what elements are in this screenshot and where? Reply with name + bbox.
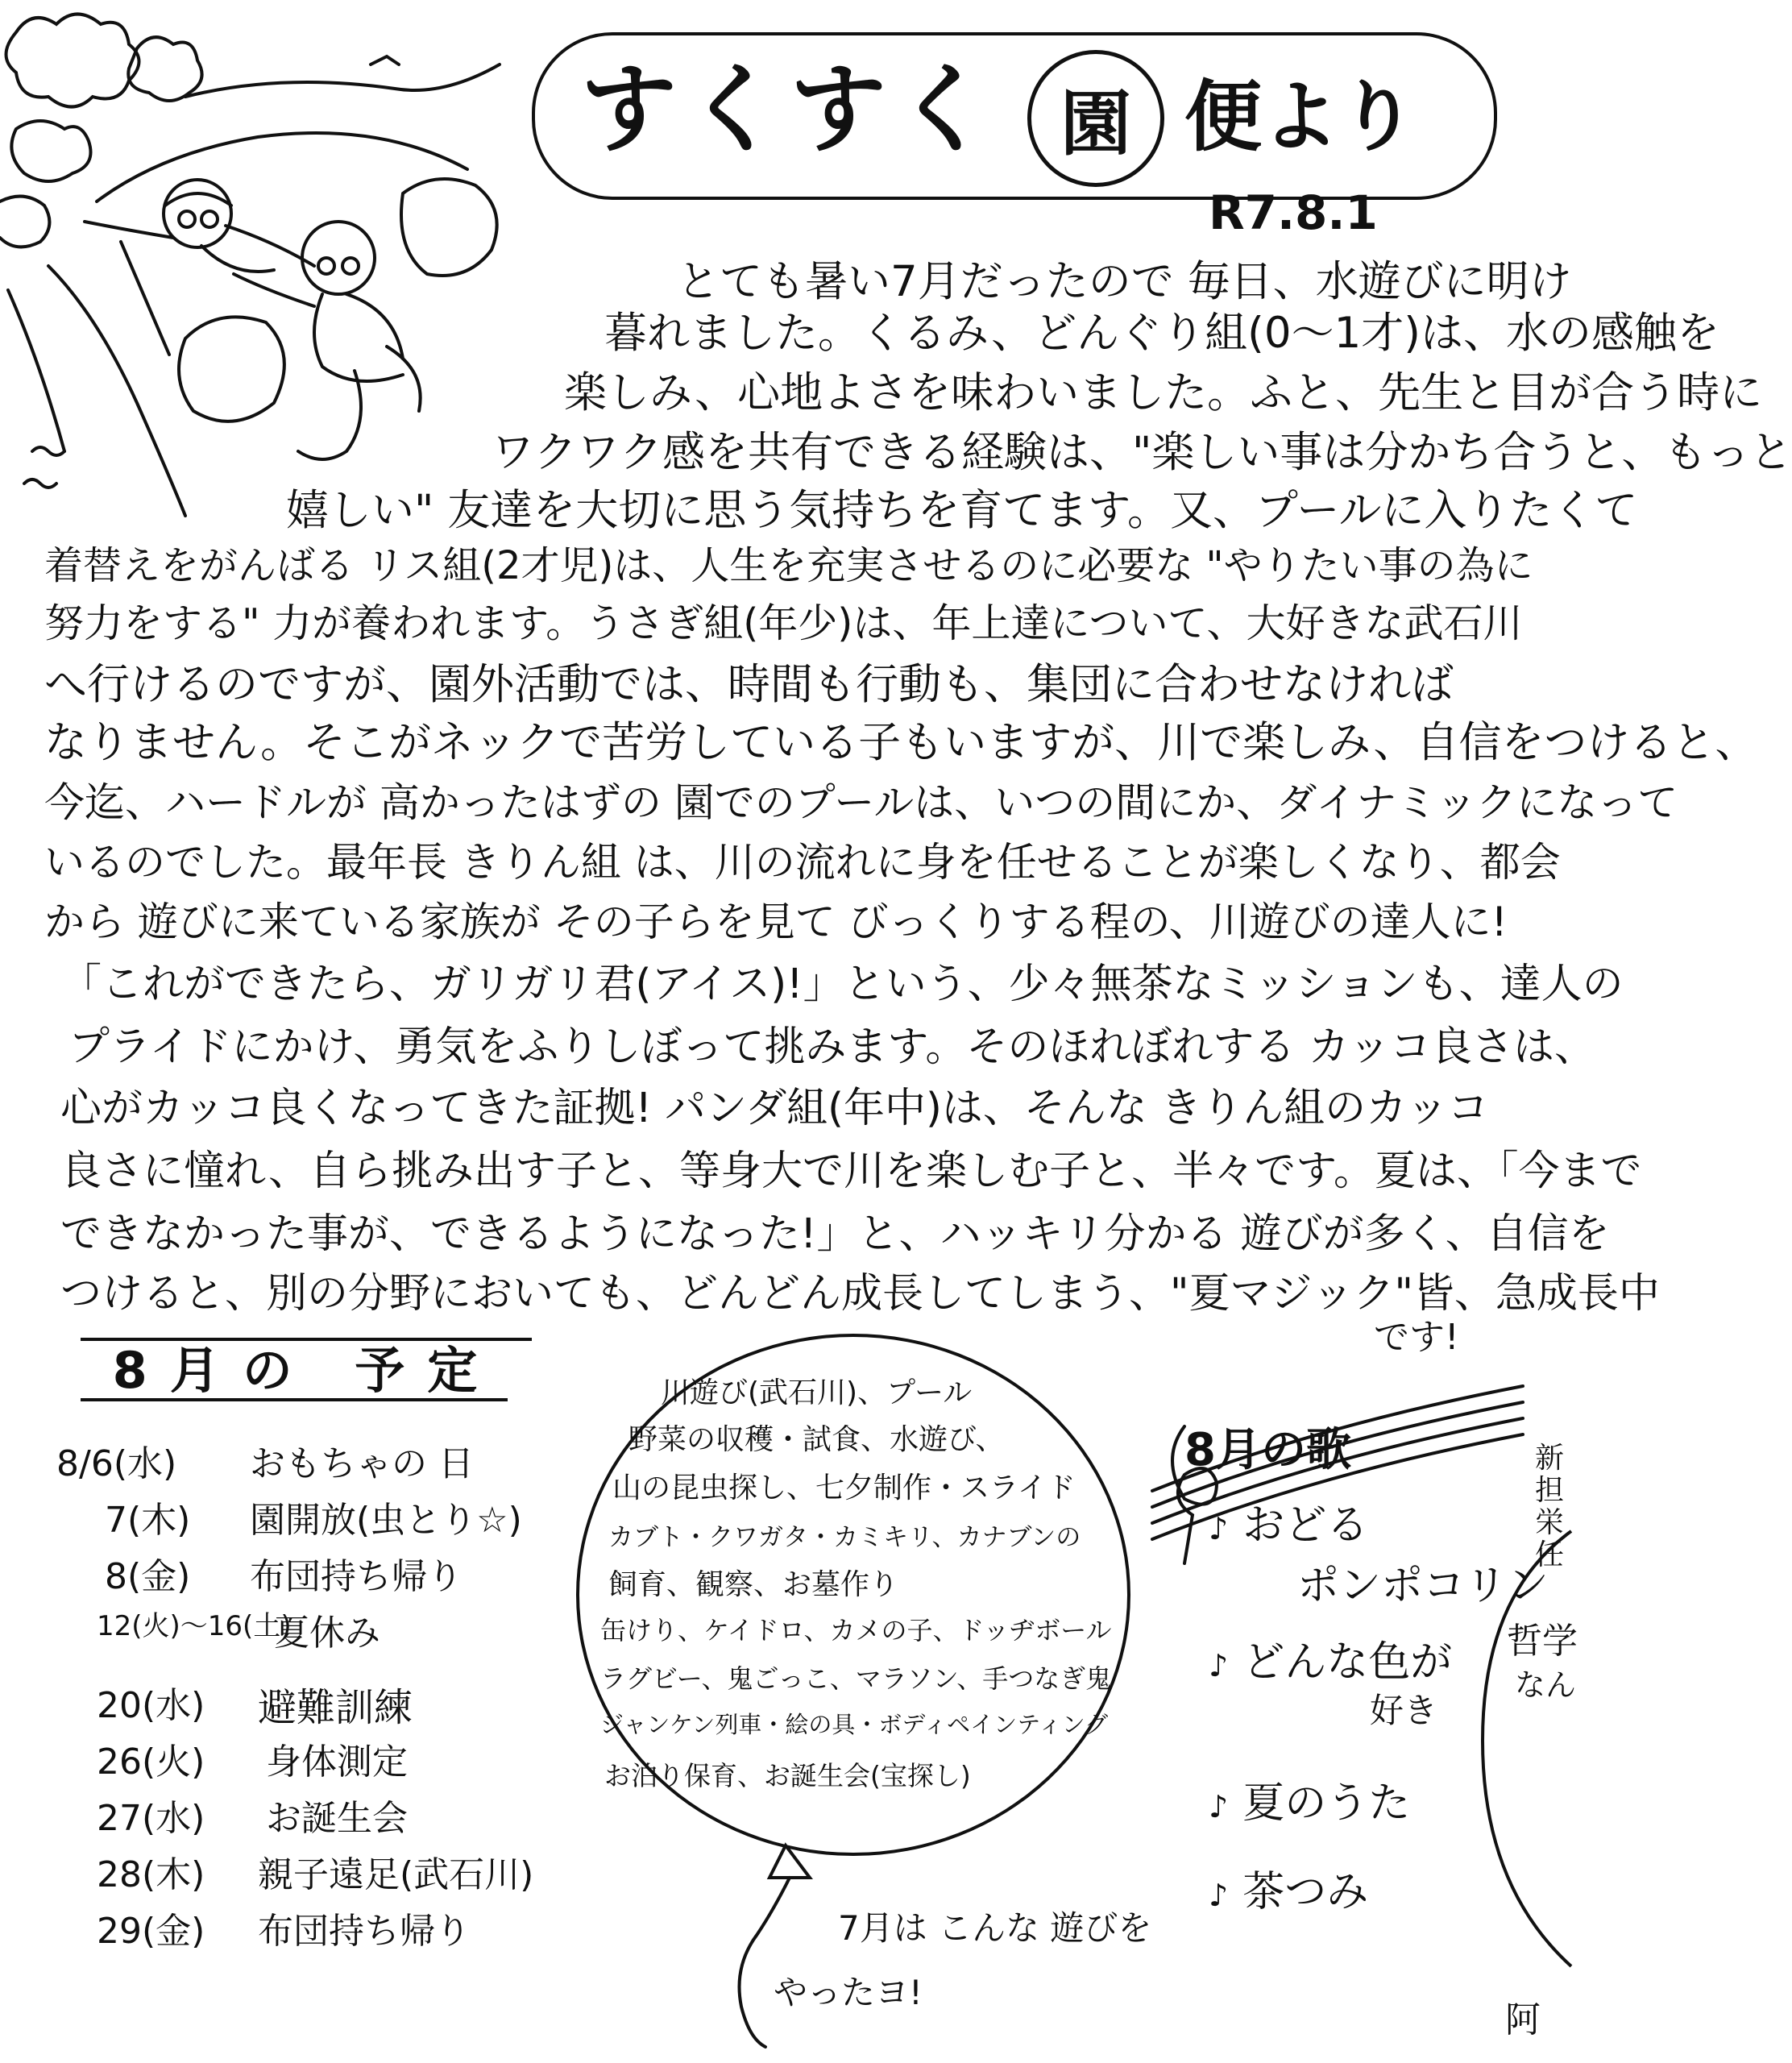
schedule-row xyxy=(56,1845,620,1894)
schedule-event: 身体測定 xyxy=(266,1741,408,1783)
balloon-line: 缶けり、ケイドロ、カメの子、ドッヂボール xyxy=(600,1615,1112,1646)
song-item xyxy=(1209,1769,1410,1829)
music-note-icon: ♪ xyxy=(1209,1511,1229,1546)
letter-line: 楽しみ、心地よさを味わいました。ふと、先生と目が合う時に xyxy=(564,368,1763,417)
schedule-event: 親子遠足(武石川) xyxy=(258,1854,534,1895)
letter-line: とても暑い7月だったので 毎日、水遊びに明け xyxy=(677,257,1572,306)
letter-line: プライドにかけ、勇気をふりしぼって挑みます。そのほれぼれする カッコ良さは、 xyxy=(68,1023,1596,1071)
edge-text: 哲学 xyxy=(1507,1621,1578,1662)
schedule-event: 避難訓練 xyxy=(258,1685,413,1730)
schedule-row xyxy=(56,1789,620,1837)
letter-line: 努力をする" 力が養われます。うさぎ組(年少)は、年上達について、大好きな武石川 xyxy=(44,600,1523,646)
music-note-icon: ♪ xyxy=(1209,1878,1229,1913)
song-item xyxy=(1209,1491,1368,1551)
letter-line: 心がカッコ良くなってきた証拠! パンダ組(年中)は、そんな きりん組のカッコ xyxy=(60,1085,1489,1132)
balloon-line: カブト・クワガタ・カミキリ、カナブンの xyxy=(608,1523,1081,1552)
letter-line: なりません。そこがネックで苦労している子もいますが、川で楽しみ、自信をつけると、 xyxy=(44,718,1758,767)
schedule-row xyxy=(56,1434,620,1483)
schedule-row xyxy=(56,1491,620,1539)
song-title: 茶つみ xyxy=(1242,1868,1369,1916)
schedule-date: 8/6(水) xyxy=(56,1443,177,1484)
letter-line: 今迄、ハードルが 高かったはずの 園でのプールは、いつの間にか、ダイナミックになって xyxy=(44,779,1678,826)
schedule-date: 28(木) xyxy=(97,1854,205,1895)
edge-bracket xyxy=(1475,1523,1577,1974)
schedule-date: 7(木) xyxy=(105,1500,191,1541)
letter-line: から 遊びに来ている家族が その子らを見て びっくりする程の、川遊びの達人に! xyxy=(44,899,1508,945)
schedule-date: 12(火)〜16(土) xyxy=(97,1610,292,1642)
letter-line: できなかった事が、できるようになった!」と、ハッキリ分かる 遊びが多く、自信を xyxy=(60,1210,1610,1258)
schedule-date: 20(水) xyxy=(97,1685,205,1726)
edge-text: 新 担 栄 任 xyxy=(1535,1442,1565,1571)
balloon-string xyxy=(709,1841,870,2059)
song-title: 夏のうた xyxy=(1242,1779,1411,1828)
letter-line: ワクワク感を共有できる経験は、"楽しい事は分かち合うと、もっと xyxy=(492,428,1792,477)
schedule-row xyxy=(56,1604,620,1652)
title-circle-emblem xyxy=(1027,50,1164,187)
letter-line: へ行けるのですが、園外活動では、時間も行動も、集団に合わせなければ xyxy=(44,660,1454,709)
schedule-date: 29(金) xyxy=(97,1911,205,1952)
schedule-row xyxy=(56,1676,620,1730)
title-circle-char: 園 xyxy=(1060,82,1131,165)
balloon-line: 川遊び(武石川)、プール xyxy=(661,1376,973,1409)
balloon-caption: 7月は こんな 遊びを xyxy=(838,1908,1152,1948)
letter-line: 嬉しい" 友達を大切に思う気持ちを育てます。又、プールに入りたくて xyxy=(286,486,1638,535)
schedule-row xyxy=(56,1547,620,1596)
schedule-title: 8月の 予定 xyxy=(112,1340,500,1400)
schedule-date: 27(水) xyxy=(97,1798,205,1839)
balloon-line: 飼育、観察、お墓作り xyxy=(608,1568,899,1601)
schedule-date: 26(火) xyxy=(97,1741,205,1783)
schedule-event: 夏休み xyxy=(274,1613,380,1654)
letter-line: 暮れました。くるみ、どんぐり組(0〜1才)は、水の感触を xyxy=(604,309,1719,358)
schedule-event: おもちゃの 日 xyxy=(250,1443,474,1484)
issue-date: R7.8.1 xyxy=(1209,185,1378,240)
song-title-cont: ポンポコリン xyxy=(1297,1562,1549,1610)
schedule-event: 布団持ち帰り xyxy=(250,1556,463,1597)
letter-line: 「これができたら、ガリガリ君(アイス)!」という、少々無茶なミッションも、達人の xyxy=(60,961,1624,1008)
balloon-line: ラグビー、鬼ごっこ、マラソン、手つなぎ鬼 xyxy=(600,1663,1112,1694)
schedule-event: お誕生会 xyxy=(266,1798,408,1839)
schedule-row xyxy=(56,1902,620,1950)
letter-line: つけると、別の分野においても、どんどん成長してしまう、"夏マジック"皆、急成長中 xyxy=(60,1270,1660,1318)
schedule-date: 8(金) xyxy=(105,1556,191,1597)
page-title-tail: 便より xyxy=(1184,72,1417,162)
balloon-line: 山の昆虫探し、七夕制作・スライド xyxy=(612,1471,1076,1505)
songs-title: 8月の歌 xyxy=(1184,1424,1351,1476)
song-title: おどる xyxy=(1242,1501,1369,1550)
swimmers-illustration xyxy=(0,0,564,516)
letter-line: いるのでした。最年長 きりん組 は、川の流れに身を任せることが楽しくなり、都会 xyxy=(44,839,1561,886)
schedule-event: 園開放(虫とり☆) xyxy=(250,1500,522,1541)
music-note-icon: ♪ xyxy=(1209,1789,1229,1824)
balloon-line: 野菜の収穫・試食、水遊び、 xyxy=(628,1423,1005,1456)
edge-text: 阿 xyxy=(1505,1999,1541,2040)
song-item xyxy=(1209,1628,1452,1688)
song-title-cont: 好き xyxy=(1370,1691,1438,1730)
music-note-icon: ♪ xyxy=(1209,1648,1229,1683)
page-title: すくすく xyxy=(580,54,999,166)
letter-line: 良さに憧れ、自ら挑み出す子と、等身大で川を楽しむ子と、半々です。夏は、「今まで xyxy=(60,1148,1642,1195)
balloon-caption: やったヨ! xyxy=(774,1973,923,2012)
song-item xyxy=(1209,1858,1368,1918)
letter-line: です! xyxy=(1374,1317,1459,1358)
letter-line: 着替えをがんばる リス組(2才児)は、人生を充実させるのに必要な "やりたい事の為に xyxy=(44,543,1533,588)
schedule-rule-bottom xyxy=(81,1398,508,1401)
balloon-line: ジャンケン列車・絵の具・ボディペインティング xyxy=(600,1711,1109,1738)
edge-text: なん xyxy=(1515,1667,1577,1703)
song-title: どんな色が xyxy=(1242,1638,1453,1687)
balloon-line: お泊り保育、お誕生会(宝探し) xyxy=(604,1760,971,1791)
schedule-event: 布団持ち帰り xyxy=(258,1911,471,1952)
schedule-row xyxy=(56,1733,620,1781)
